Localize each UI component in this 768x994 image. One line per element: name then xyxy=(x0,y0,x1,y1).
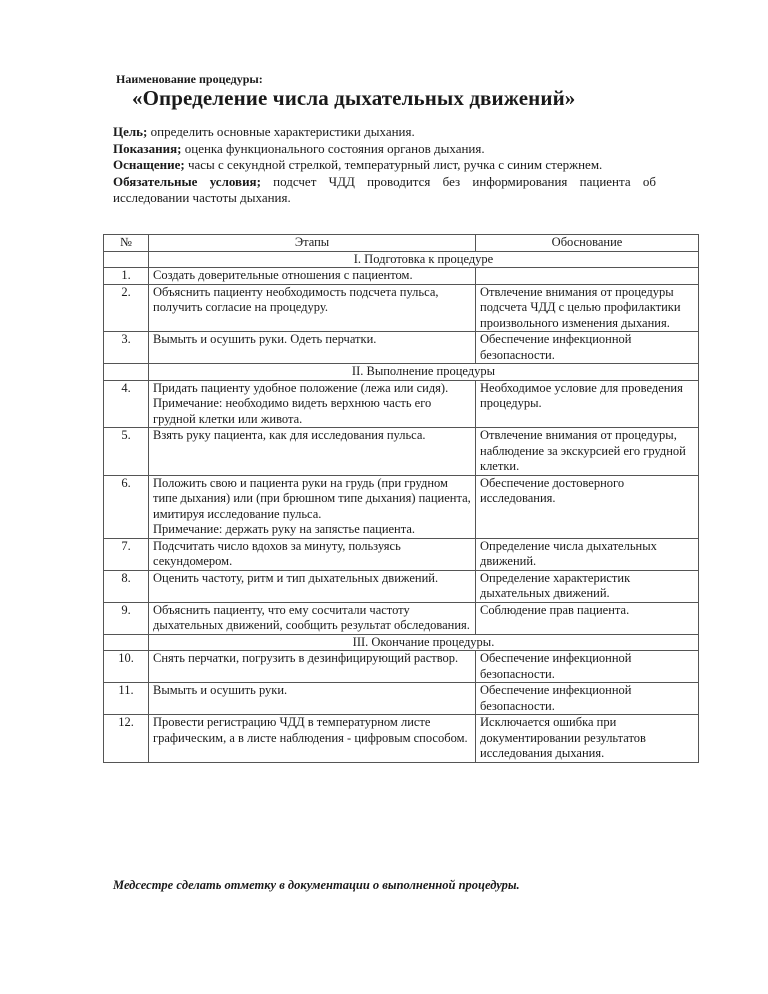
row-num: 10. xyxy=(104,651,149,683)
row-reason: Отвлечение внимания от процедуры, наблюдение за экскурсией его грудной клетки. xyxy=(476,428,699,476)
row-reason: Определение характеристик дыхательных движений. xyxy=(476,570,699,602)
section-empty-cell xyxy=(104,634,149,651)
row-reason xyxy=(476,268,699,285)
section-empty-cell xyxy=(104,364,149,381)
goal-line xyxy=(113,124,656,141)
table-row xyxy=(104,380,699,428)
row-reason: Обеспечение инфекционной безопасности. xyxy=(476,332,699,364)
row-step-cell xyxy=(149,380,476,428)
table-row xyxy=(104,715,699,763)
section-title: I. Подготовка к процедуре xyxy=(149,251,699,268)
goal-label: Цель; xyxy=(113,124,148,139)
table-header-row xyxy=(104,235,699,252)
conditions-label: Обязательные условия; xyxy=(113,173,261,189)
section-empty-cell xyxy=(104,251,149,268)
table-row xyxy=(104,332,699,364)
row-step: Оценить частоту, ритм и тип дыхательных движений. xyxy=(149,570,476,602)
header-steps: Этапы xyxy=(149,235,476,252)
table-row xyxy=(104,570,699,602)
row-reason: Обеспечение достоверного исследования. xyxy=(476,475,699,538)
row-reason: Исключается ошибка при документировании результатов исследования дыхания. xyxy=(476,715,699,763)
table-row xyxy=(104,475,699,538)
row-note: Примечание: необходимо видеть верхнюю часть его грудной клетки или живота. xyxy=(153,396,432,426)
row-num: 9. xyxy=(104,602,149,634)
section-row xyxy=(104,251,699,268)
table-row xyxy=(104,538,699,570)
equipment-text: часы с секундной стрелкой, температурный лист, ручка с синим стержнем. xyxy=(184,157,603,172)
row-reason: Необходимое условие для проведения процедуры. xyxy=(476,380,699,428)
row-num: 12. xyxy=(104,715,149,763)
section-row xyxy=(104,634,699,651)
section-title: II. Выполнение процедуры xyxy=(149,364,699,381)
row-note: Примечание: держать руку на запястье пациента. xyxy=(153,522,416,536)
row-reason: Определение числа дыхательных движений. xyxy=(476,538,699,570)
row-reason: Обеспечение инфекционной безопасности. xyxy=(476,651,699,683)
section-title: III. Окончание процедуры. xyxy=(149,634,699,651)
section-row xyxy=(104,364,699,381)
table-row xyxy=(104,428,699,476)
row-num: 5. xyxy=(104,428,149,476)
row-step: Создать доверительные отношения с пациентом. xyxy=(149,268,476,285)
row-num: 7. xyxy=(104,538,149,570)
table-row xyxy=(104,284,699,332)
row-num: 2. xyxy=(104,284,149,332)
row-step: Объяснить пациенту необходимость подсчета пульса, получить согласие на процедуру. xyxy=(149,284,476,332)
footer-note: Медсестре сделать отметку в документации о выполненной процедуры. xyxy=(113,878,520,892)
page-title: «Определение числа дыхательных движений» xyxy=(132,86,576,110)
row-step-cell xyxy=(149,475,476,538)
row-step: Взять руку пациента, как для исследования пульса. xyxy=(149,428,476,476)
goal-text: определить основные характеристики дыхания. xyxy=(147,124,415,139)
row-num: 6. xyxy=(104,475,149,538)
equipment-line xyxy=(113,157,656,174)
indications-line xyxy=(113,141,656,158)
row-num: 4. xyxy=(104,380,149,428)
row-step: Подсчитать число вдохов за минуту, пользуясь секундомером. xyxy=(149,538,476,570)
row-num: 1. xyxy=(104,268,149,285)
procedure-label: Наименование процедуры: xyxy=(116,72,263,86)
procedure-table xyxy=(103,234,699,763)
row-step: Вымыть и осушить руки. xyxy=(149,683,476,715)
table-row xyxy=(104,651,699,683)
indications-label: Показания; xyxy=(113,140,182,156)
indications-text: оценка функционального состояния органов дыхания. xyxy=(181,140,485,156)
conditions-line xyxy=(113,174,656,207)
row-reason: Отвлечение внимания от процедуры подсчета ЧДД с целью профилактики произвольного изменения дыхания. xyxy=(476,284,699,332)
row-num: 11. xyxy=(104,683,149,715)
row-step: Провести регистрацию ЧДД в температурном листе графическим, а в листе наблюдения - цифровым способом. xyxy=(149,715,476,763)
row-reason: Обеспечение инфекционной безопасности. xyxy=(476,683,699,715)
row-reason: Соблюдение прав пациента. xyxy=(476,602,699,634)
row-step: Положить свою и пациента руки на грудь (при грудном типе дыхания) или (при брюшном типе дыхания) пациента, имитируя исследование пульса. xyxy=(153,475,471,521)
row-num: 8. xyxy=(104,570,149,602)
table-row xyxy=(104,602,699,634)
table-row xyxy=(104,683,699,715)
header-reason: Обоснование xyxy=(476,235,699,252)
row-step: Вымыть и осушить руки. Одеть перчатки. xyxy=(149,332,476,364)
intro-block xyxy=(113,124,656,207)
header-num: № xyxy=(104,235,149,252)
conditions-text: подсчет ЧДД проводится без информирования пациента об исследовании частоты дыхания. xyxy=(113,173,656,205)
table-row xyxy=(104,268,699,285)
equipment-label: Оснащение; xyxy=(113,157,185,172)
row-step: Объяснить пациенту, что ему сосчитали частоту дыхательных движений, сообщить результат обследования. xyxy=(149,602,476,634)
row-num: 3. xyxy=(104,332,149,364)
row-step: Придать пациенту удобное положение (лежа или сидя). xyxy=(153,380,449,395)
row-step: Снять перчатки, погрузить в дезинфицирующий раствор. xyxy=(149,651,476,683)
